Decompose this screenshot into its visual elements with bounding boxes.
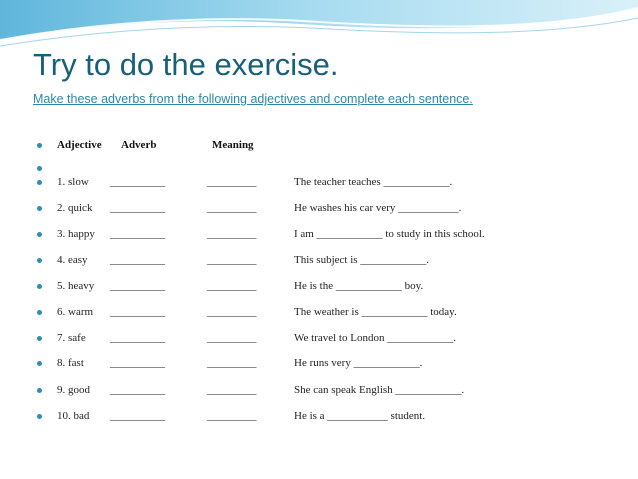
sentence-text: We travel to London ____________.: [294, 332, 456, 344]
row-adjective: 6. warm: [57, 306, 94, 318]
bullet-icon: [37, 388, 42, 393]
meaning-answer-blank: _________: [207, 280, 257, 292]
adverb-answer-blank: __________: [110, 254, 165, 266]
meaning-answer-blank: _________: [207, 384, 257, 396]
row-adjective: 8. fast: [57, 357, 84, 369]
sentence-text: He runs very ____________.: [294, 357, 423, 369]
bullet-icon: [37, 310, 42, 315]
meaning-answer-blank: _________: [207, 306, 257, 318]
bullet-icon: [37, 232, 42, 237]
meaning-answer-blank: _________: [207, 357, 257, 369]
sentence-text: He is a ___________ student.: [294, 410, 426, 422]
bullet-icon: [37, 258, 42, 263]
sentence-text: I am ____________ to study in this school.: [294, 228, 485, 240]
bullet-icon: [37, 414, 42, 419]
header-meaning: Meaning: [212, 139, 254, 151]
bullet-icon: [37, 180, 42, 185]
sentence-text: The teacher teaches ____________.: [294, 176, 453, 188]
row-adjective: 1. slow: [57, 176, 89, 188]
row-adjective: 9. good: [57, 384, 90, 396]
adverb-answer-blank: __________: [110, 384, 165, 396]
header-adverb: Adverb: [121, 139, 157, 151]
adverb-answer-blank: __________: [110, 357, 165, 369]
header-adjective: Adjective: [57, 139, 102, 151]
meaning-answer-blank: _________: [207, 410, 257, 422]
meaning-answer-blank: _________: [207, 228, 257, 240]
meaning-answer-blank: _________: [207, 176, 257, 188]
sentence-text: The weather is ____________ today.: [294, 306, 457, 318]
adverb-answer-blank: __________: [110, 280, 165, 292]
bullet-icon: [37, 336, 42, 341]
slide-subtitle: Make these adverbs from the following adjectives and complete each sentence.: [33, 92, 473, 106]
row-adjective: 4. easy: [57, 254, 88, 266]
row-adjective: 3. happy: [57, 228, 95, 240]
row-adjective: 10. bad: [57, 410, 90, 422]
sentence-text: He washes his car very ___________.: [294, 202, 462, 214]
adverb-answer-blank: __________: [110, 202, 165, 214]
sentence-text: She can speak English ____________.: [294, 384, 465, 396]
row-adjective: 5. heavy: [57, 280, 95, 292]
bullet-icon: [37, 143, 42, 148]
adverb-answer-blank: __________: [110, 228, 165, 240]
row-adjective: 7. safe: [57, 332, 86, 344]
bullet-icon: [37, 361, 42, 366]
adverb-answer-blank: __________: [110, 176, 165, 188]
meaning-answer-blank: _________: [207, 202, 257, 214]
bullet-icon: [37, 206, 42, 211]
adverb-answer-blank: __________: [110, 306, 165, 318]
adverb-answer-blank: __________: [110, 332, 165, 344]
slide-title: Try to do the exercise.: [33, 47, 339, 82]
bullet-icon: [37, 284, 42, 289]
meaning-answer-blank: _________: [207, 332, 257, 344]
meaning-answer-blank: _________: [207, 254, 257, 266]
row-adjective: 2. quick: [57, 202, 93, 214]
adverb-answer-blank: __________: [110, 410, 165, 422]
sentence-text: This subject is ____________.: [294, 254, 430, 266]
bullet-icon: [37, 166, 42, 171]
sentence-text: He is the ____________ boy.: [294, 280, 424, 292]
